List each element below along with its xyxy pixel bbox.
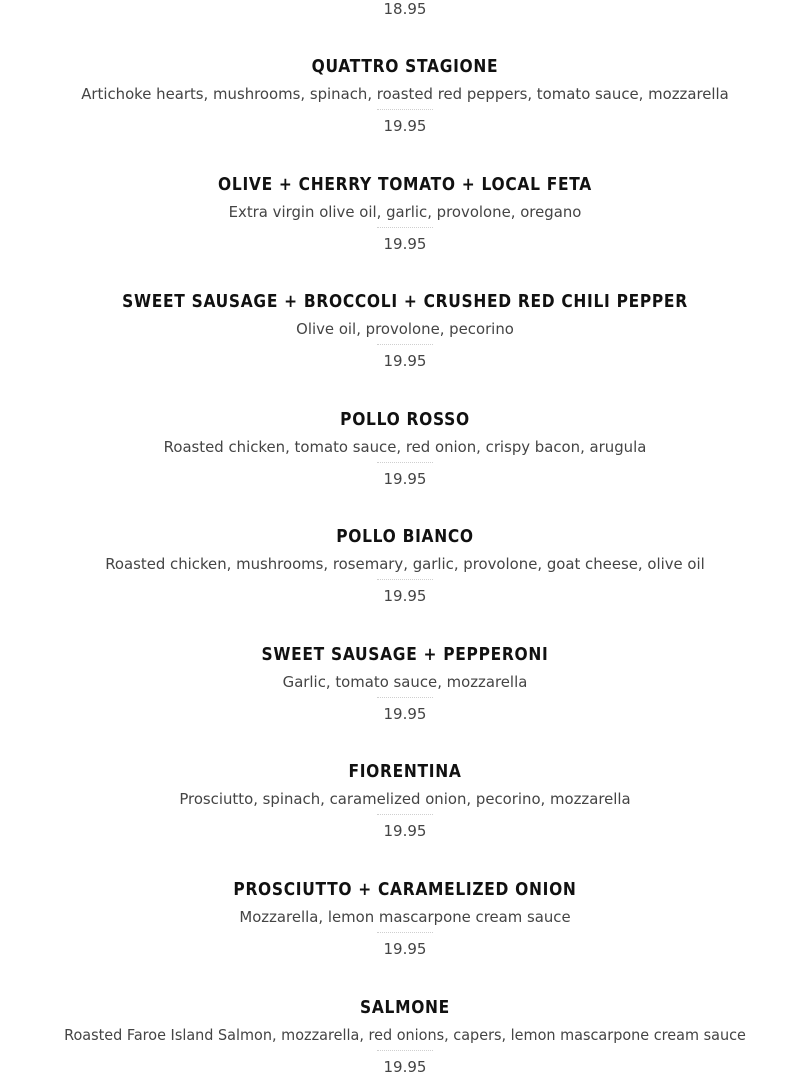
menu-item-salmone — [0, 996, 810, 1077]
item-price: 19.95 — [383, 352, 427, 370]
item-description: Prosciutto, spinach, caramelized onion, pecorino, mozzarella — [179, 790, 631, 808]
item-price: 19.95 — [383, 822, 427, 840]
menu-item-pollo-bianco — [0, 525, 810, 606]
item-name: QUATTRO STAGIONE — [311, 56, 499, 77]
item-description: Olive oil, provolone, pecorino — [296, 320, 514, 338]
item-name: PROSCIUTTO + CARAMELIZED ONION — [233, 879, 577, 900]
item-name: FIORENTINA — [348, 761, 462, 782]
item-name: SWEET SAUSAGE + PEPPERONI — [261, 644, 549, 665]
item-description: Extra virgin olive oil, garlic, provolone, oregano — [228, 203, 582, 221]
menu-item-quattro-stagione — [0, 55, 810, 136]
price-divider — [377, 344, 433, 345]
menu-item-fiorentina — [0, 760, 810, 841]
item-price: 19.95 — [383, 117, 427, 135]
menu-item-sweet-sausage-pepperoni — [0, 643, 810, 724]
price-divider — [377, 579, 433, 580]
item-name: POLLO BIANCO — [336, 526, 474, 547]
item-name: SALMONE — [360, 997, 450, 1018]
item-name: SWEET SAUSAGE + BROCCOLI + CRUSHED RED CHILI PEPPER — [122, 291, 688, 312]
item-description: Roasted Faroe Island Salmon, mozzarella, red onions, capers, lemon mascarpone cream sauce — [64, 1026, 746, 1044]
item-price: 19.95 — [383, 940, 427, 958]
item-price: 19.95 — [383, 470, 427, 488]
item-price: 19.95 — [383, 587, 427, 605]
price-divider — [377, 227, 433, 228]
item-description: Artichoke hearts, mushrooms, spinach, roasted red peppers, tomato sauce, mozzarella — [81, 85, 729, 103]
price-divider — [377, 1050, 433, 1051]
item-description: Roasted chicken, tomato sauce, red onion, crispy bacon, arugula — [163, 438, 647, 456]
menu-item-prosciutto-caramelized-onion — [0, 878, 810, 959]
item-description: Garlic, tomato sauce, mozzarella — [282, 673, 528, 691]
price-divider — [377, 109, 433, 110]
menu-item-pollo-rosso — [0, 408, 810, 489]
item-description: Roasted chicken, mushrooms, rosemary, garlic, provolone, goat cheese, olive oil — [105, 555, 705, 573]
item-description: Mozzarella, lemon mascarpone cream sauce — [239, 908, 571, 926]
item-price: 19.95 — [383, 235, 427, 253]
price-divider — [377, 814, 433, 815]
price-divider — [377, 697, 433, 698]
item-name: OLIVE + CHERRY TOMATO + LOCAL FETA — [218, 174, 592, 195]
item-price: 19.95 — [383, 705, 427, 723]
price-divider — [377, 932, 433, 933]
item-name: POLLO ROSSO — [340, 409, 470, 430]
menu-item-olive-cherry-tomato-feta — [0, 173, 810, 254]
previous-item-price: 18.95 — [383, 0, 427, 18]
price-divider — [377, 462, 433, 463]
item-price: 19.95 — [383, 1058, 427, 1076]
menu-item-sweet-sausage-broccoli — [0, 290, 810, 371]
